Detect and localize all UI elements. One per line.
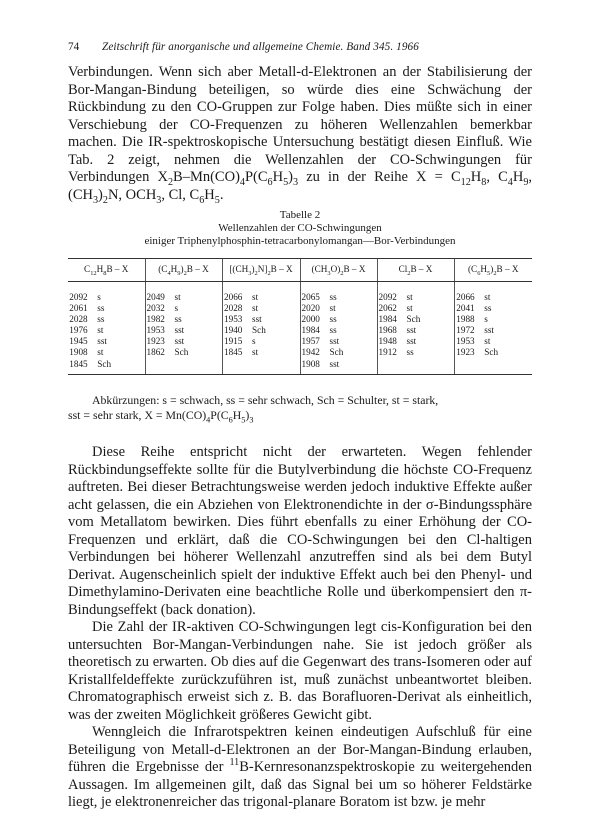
wavenumber: 1953 bbox=[146, 325, 165, 336]
wavenumber: 2041 bbox=[456, 303, 475, 314]
abbreviations-line1: Abkürzungen: s = schwach, ss = sehr schwach, Sch = Schulter, st = stark, bbox=[92, 393, 439, 407]
band-entry bbox=[456, 303, 530, 314]
wavenumber: 1984 bbox=[301, 325, 320, 336]
wavenumber: 1845 bbox=[69, 358, 88, 369]
intensity: s bbox=[97, 292, 101, 302]
intensity: st bbox=[252, 292, 259, 302]
wavenumber: 1984 bbox=[378, 314, 397, 325]
wavenumber: 1923 bbox=[146, 336, 165, 347]
intensity: ss bbox=[329, 314, 337, 325]
wavenumber: 1862 bbox=[146, 347, 165, 358]
intensity: Sch bbox=[484, 347, 499, 358]
wavenumber: 1908 bbox=[69, 347, 88, 358]
band-entry bbox=[379, 325, 453, 336]
intensity: st bbox=[97, 325, 104, 336]
band-entry bbox=[69, 336, 143, 347]
band-entry bbox=[379, 314, 453, 325]
wavenumber: 1940 bbox=[224, 325, 243, 336]
column-cell bbox=[145, 282, 222, 375]
intensity: sst bbox=[252, 314, 262, 325]
wavenumber: 2066 bbox=[456, 292, 475, 302]
band-entry bbox=[379, 303, 453, 314]
wavenumber: 2092 bbox=[69, 292, 88, 302]
column-header: $(C_6H_5)_2B$ – X bbox=[454, 259, 532, 282]
wavenumber: 1953 bbox=[224, 314, 243, 325]
intensity: ss bbox=[97, 303, 105, 314]
band-entry bbox=[224, 314, 298, 325]
intensity: s bbox=[174, 303, 179, 314]
column-cell bbox=[377, 282, 454, 375]
wavenumber: 2000 bbox=[301, 314, 320, 325]
intensity: sst bbox=[329, 358, 340, 369]
band-entry bbox=[224, 336, 298, 347]
intensity: ss bbox=[329, 292, 337, 302]
intensity: st bbox=[484, 292, 491, 302]
wavenumber: 1976 bbox=[69, 325, 88, 336]
wavenumber: 2066 bbox=[224, 292, 243, 302]
table-label: Tabelle 2 bbox=[279, 209, 321, 221]
band-entry bbox=[456, 292, 530, 303]
page-number: 74 bbox=[68, 41, 80, 53]
intensity: ss bbox=[484, 303, 492, 314]
band-entry bbox=[456, 314, 530, 325]
intensity: sst bbox=[97, 336, 107, 347]
band-entry bbox=[147, 325, 221, 336]
wavenumber: 1988 bbox=[456, 314, 475, 325]
intensity: ss bbox=[97, 314, 105, 325]
running-title: Zeitschrift für anorganische und allgemeine Chemie. Band 345. 1966 bbox=[102, 41, 419, 53]
running-header bbox=[68, 41, 532, 53]
intensity: Sch bbox=[329, 347, 344, 358]
intro-text: Verbindungen. Wenn sich aber Metall-d-Elektronen an der Stabilisierung der Bor-Mangan-Bindung beteiligen, so würde dies eine Schwächung der Rückbindung zu den CO-Gruppen zur Folge haben. Dies müßte sich in einer Verschiebung der CO-Frequenzen zu höheren Wellenzahlen bemerkbar machen. Die IR-spektroskopische Untersuchung bestätigt diesen Einfluß. Wie Tab. 2 zeigt, nehmen die Wellenzahlen der CO-Schwingungen für Verbindungen $X_2B-Mn(CO)_4P(C_6H_5)_3$ zu in der Reihe $X = C_{12}H_8$, $C_4H_9$, $(CH_3)_2N$, $OCH_3$, Cl, $C_6H_5$. bbox=[68, 64, 532, 206]
band-entry bbox=[302, 303, 376, 314]
wavenumber: 2032 bbox=[146, 303, 165, 314]
band-entry bbox=[147, 336, 221, 347]
wavenumber-table bbox=[68, 258, 532, 375]
wavenumber: 2092 bbox=[378, 292, 397, 302]
intensity: s bbox=[484, 314, 488, 325]
intensity: s bbox=[252, 336, 256, 347]
intensity: sst bbox=[174, 336, 185, 347]
column-header: $[(CH_3)_2N]_2B$ – X bbox=[222, 259, 300, 282]
wavenumber: 1982 bbox=[146, 314, 165, 325]
wavenumber: 1845 bbox=[224, 347, 243, 358]
band-entry bbox=[302, 314, 376, 325]
band-entry bbox=[147, 292, 221, 303]
band-entry bbox=[69, 325, 143, 336]
band-entry bbox=[379, 292, 453, 303]
wavenumber: 1953 bbox=[456, 336, 475, 347]
intensity: ss bbox=[329, 325, 337, 336]
paragraph-1: Diese Reihe entspricht nicht der erwarteten. Wegen fehlender Rückbindungseffekte sollte für die Butylverbindung die höchste CO-Frequenz auftreten. Bei dieser Betrachtungsweise werden jedoch induktive Effekte außer acht gelassen, die ein Abziehen von Elektronendichte in der σ-Bindungssphäre vom Metallatom bewirken. Dies führt ebenfalls zu einer Erhöhung der CO-Frequenzen und erklärt, daß die CO-Schwingungen bei den Cl-haltigen Verbindungen bei höherer Wellenzahl anzutreffen sind als bei dem Butyl Derivat. Augenscheinlich spielt der induktive Effekt auch bei den Phenyl- und Dimethylamino-Derivaten eine beachtliche Rolle und überkompensiert den π-Bindungseffekt (back donation). bbox=[68, 444, 532, 618]
band-entry bbox=[456, 347, 530, 358]
band-entry bbox=[69, 359, 143, 370]
wavenumber: 2028 bbox=[69, 314, 88, 325]
wavenumber: 2062 bbox=[378, 303, 397, 314]
wavenumber: 1945 bbox=[69, 336, 88, 347]
intro-paragraph bbox=[68, 64, 532, 204]
paragraph-2: Die Zahl der IR-aktiven CO-Schwingungen legt cis-Konfiguration bei den untersuchten Bor-Mangan-Verbindungen nahe. Sie ist jedoch größer als theoretisch zu erwarten. Ob dies auf die Gegenwart des trans-Isomeren oder auf Kristallfeldeffekte zurückzuführen ist, muß zunächst unbeantwortet bleiben. Chromatographisch erweist sich z. B. das Borafluoren-Derivat als einheitlich, was der zweiten Möglichkeit größeres Gewicht gibt. bbox=[68, 619, 532, 723]
band-entry bbox=[379, 347, 453, 358]
intensity: sst bbox=[329, 336, 340, 347]
band-entry bbox=[302, 292, 376, 303]
intensity: st bbox=[252, 347, 259, 358]
wavenumber: 1957 bbox=[301, 336, 320, 347]
intensity: st bbox=[406, 303, 413, 314]
column-header: $(CH_3O)_2B$ – X bbox=[300, 259, 377, 282]
abbreviations-note bbox=[68, 393, 532, 423]
wavenumber: 1948 bbox=[378, 336, 397, 347]
band-entry bbox=[302, 325, 376, 336]
column-header: $(C_4H_9)_2B$ – X bbox=[145, 259, 222, 282]
intensity: st bbox=[329, 303, 336, 314]
wavenumber: 1972 bbox=[456, 325, 475, 336]
abbreviations-line2: sst = sehr stark, $X = Mn(CO)_4P(C_6H_5)_3$ bbox=[68, 408, 254, 425]
column-header: $C_{12}H_8B$ – X bbox=[68, 259, 145, 282]
intensity: st bbox=[97, 347, 104, 358]
band-entry bbox=[147, 314, 221, 325]
band-entry bbox=[456, 325, 530, 336]
table-title-line1: Wellenzahlen der CO-Schwingungen bbox=[218, 222, 382, 234]
intensity: st bbox=[484, 336, 491, 347]
intensity: Sch bbox=[406, 314, 421, 325]
table-header-row bbox=[68, 259, 532, 282]
intensity: Sch bbox=[252, 325, 266, 336]
band-entry bbox=[224, 303, 298, 314]
wavenumber: 2020 bbox=[301, 303, 320, 314]
band-entry bbox=[69, 292, 143, 303]
wavenumber: 2028 bbox=[224, 303, 243, 314]
wavenumber: 1915 bbox=[224, 336, 243, 347]
band-entry bbox=[302, 347, 376, 358]
wavenumber: 1912 bbox=[378, 347, 397, 358]
band-entry bbox=[379, 336, 453, 347]
intensity: sst bbox=[484, 325, 494, 336]
wavenumber: 2065 bbox=[301, 292, 320, 302]
wavenumber: 1942 bbox=[301, 347, 320, 358]
band-entry bbox=[224, 347, 298, 358]
wavenumber: 2049 bbox=[146, 292, 165, 302]
body-text bbox=[68, 444, 532, 812]
intensity: st bbox=[252, 303, 259, 314]
intensity: ss bbox=[406, 347, 414, 358]
band-entry bbox=[302, 359, 376, 370]
band-entry bbox=[147, 347, 221, 358]
band-entry bbox=[456, 336, 530, 347]
wavenumber: 1908 bbox=[301, 358, 320, 369]
column-cell bbox=[68, 282, 145, 375]
table-title-line2: einiger Triphenylphosphin-tetracarbonylomangan—Bor-Verbindungen bbox=[144, 235, 456, 247]
intensity: sst bbox=[406, 325, 417, 336]
intensity: st bbox=[174, 292, 181, 302]
band-entry bbox=[69, 347, 143, 358]
intensity: st bbox=[406, 292, 413, 302]
wavenumber: 1968 bbox=[378, 325, 397, 336]
intensity: Sch bbox=[174, 347, 189, 358]
wavenumber: 1923 bbox=[456, 347, 475, 358]
band-entry bbox=[224, 292, 298, 303]
paragraph-3: Wenngleich die Infrarotspektren keinen eindeutigen Aufschluß für eine Beteiligung von Metall-d-Elektronen an der Bor-Mangan-Bindung erlauben, führen die Ergebnisse der $^{11}$B-Kernresonanzspektroskopie zu weitergehenden Aussagen. Im allgemeinen gilt, daß das Signal bei um so höherer Feldstärke liegt, je elektronenreicher das trigonal-planare Boratom ist bzw. je mehr bbox=[68, 724, 532, 810]
intensity: sst bbox=[406, 336, 417, 347]
column-cell bbox=[222, 282, 300, 375]
intensity: sst bbox=[174, 325, 185, 336]
table-body-row bbox=[68, 282, 532, 375]
column-header: $Cl_2B$ – X bbox=[377, 259, 454, 282]
wavenumber: 2061 bbox=[69, 303, 88, 314]
column-cell bbox=[300, 282, 377, 375]
band-entry bbox=[69, 314, 143, 325]
intensity: Sch bbox=[97, 358, 112, 369]
intensity: ss bbox=[174, 314, 182, 325]
column-cell bbox=[454, 282, 532, 375]
band-entry bbox=[302, 336, 376, 347]
band-entry bbox=[147, 303, 221, 314]
band-entry bbox=[69, 303, 143, 314]
band-entry bbox=[224, 325, 298, 336]
